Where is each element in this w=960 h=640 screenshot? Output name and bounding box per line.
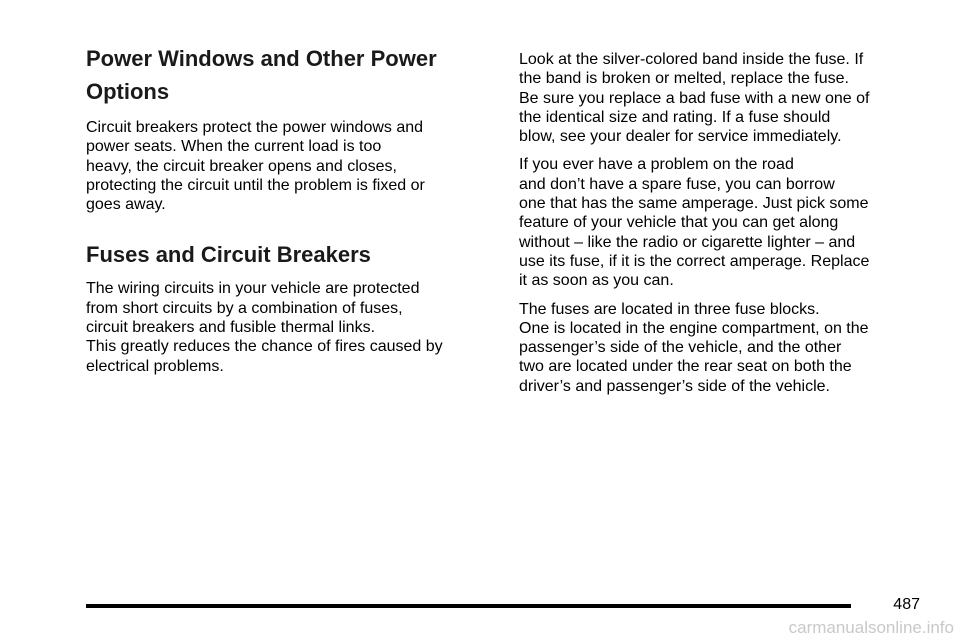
footer-rule xyxy=(86,604,851,608)
watermark: carmanualsonline.info xyxy=(788,618,954,637)
paragraph-fuse-inspection: Look at the silver-colored band inside the fuse. If the band is broken or melted, replace the fuse. Be sure you replace a bad fuse with a new one of the identical size and rating. If a fuse should blow, see your dealer for service immediately. xyxy=(519,51,870,146)
section-heading-fuses: Fuses and Circuit Breakers xyxy=(86,242,371,268)
right-column xyxy=(519,50,939,405)
left-column xyxy=(86,40,501,376)
paragraph-fuses-intro: The wiring circuits in your vehicle are protected from short circuits by a combination of fuses, circuit breakers and fusible thermal links. This greatly reduces the chance of fires caused by electrical problems. xyxy=(86,280,443,375)
paragraph-fuse-locations: The fuses are located in three fuse blocks. One is located in the engine compartment, on the passenger’s side of the vehicle, and the other two are located under the rear seat on both the driver’s and passenger’s side of the vehicle. xyxy=(519,300,869,395)
section-heading-power-windows: Power Windows and Other Power Options xyxy=(86,46,437,104)
paragraph-spare-fuse: If you ever have a problem on the road and don’t have a spare fuse, you can borrow one that has the same amperage. Just pick some feature of your vehicle that you can get along without – like the radio or cigarette lighter – and use its fuse, if it is the correct amperage. Replace it as soon as you can. xyxy=(519,156,870,290)
paragraph-power-windows: Circuit breakers protect the power windows and power seats. When the current load is too heavy, the circuit breaker opens and closes, protecting the circuit until the problem is fixed or goes away. xyxy=(86,119,425,214)
page-number: 487 xyxy=(893,596,920,613)
